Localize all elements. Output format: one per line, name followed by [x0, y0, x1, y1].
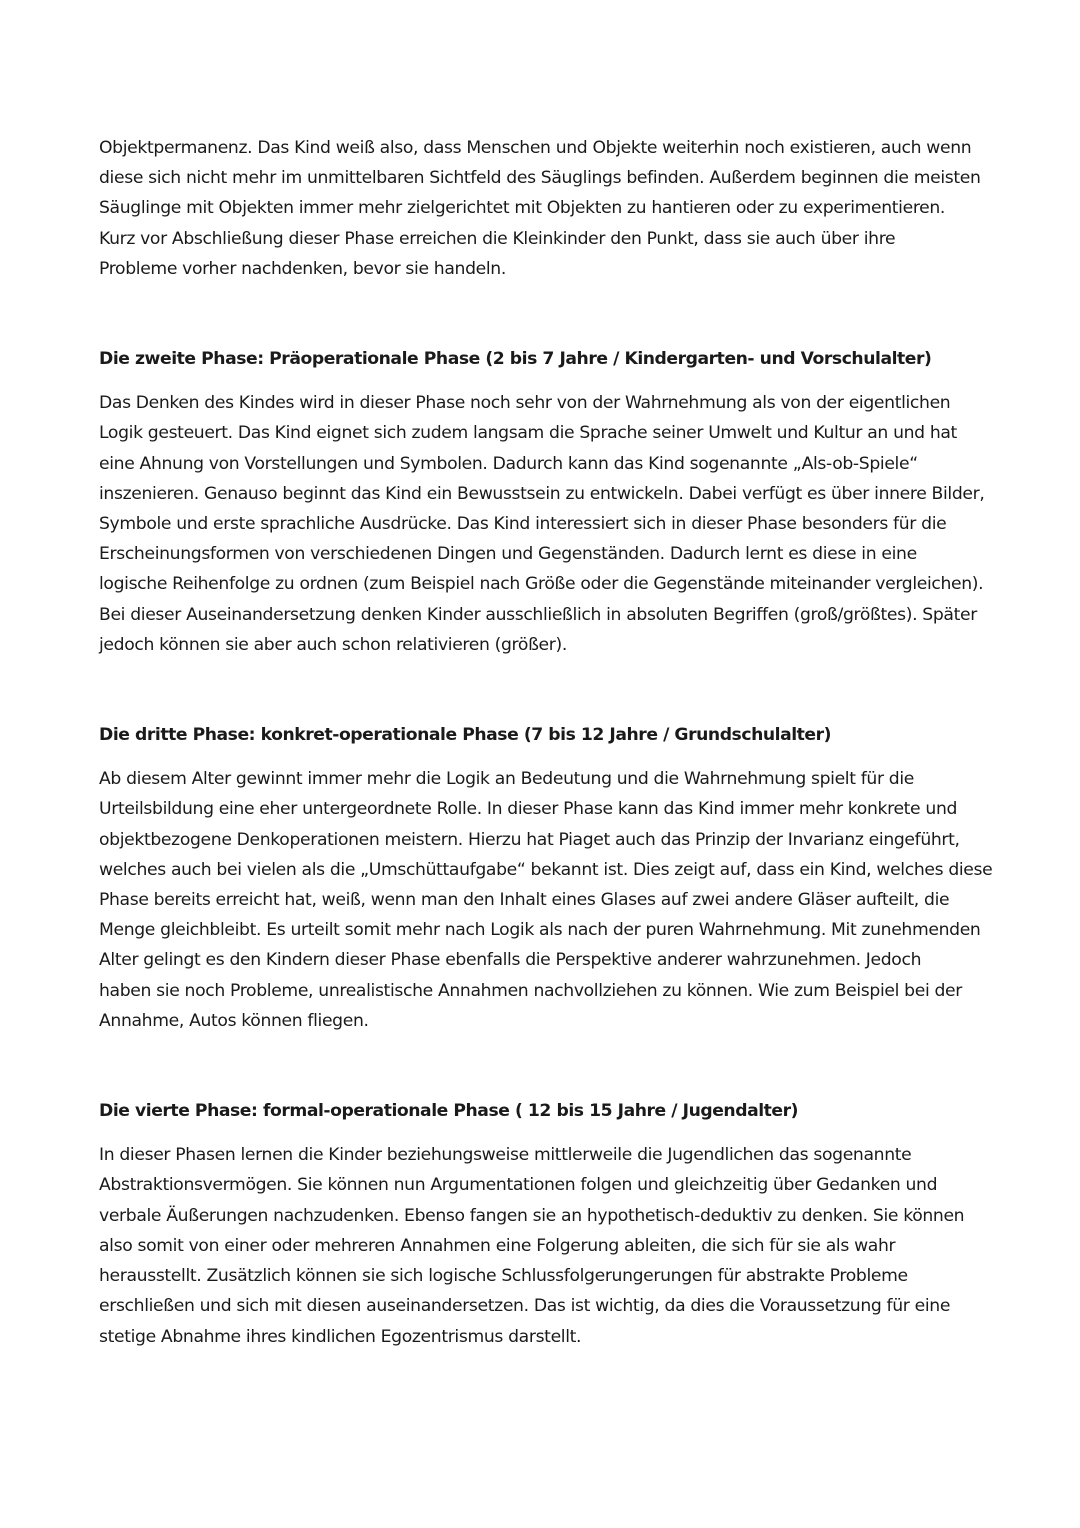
intro-paragraph — [99, 133, 999, 284]
paragraph-line: Abstraktionsvermögen. Sie können nun Argumentationen folgen und gleichzeitig über Gedanken und — [99, 1175, 938, 1196]
paragraph-line: Das Denken des Kindes wird in dieser Phase noch sehr von der Wahrnehmung als von der eigentlichen — [99, 393, 951, 414]
paragraph-line: herausstellt. Zusätzlich können sie sich logische Schlussfolgerungerungen für abstrakte Probleme — [99, 1266, 908, 1287]
paragraph-line: jedoch können sie aber auch schon relativieren (größer). — [99, 634, 567, 655]
paragraph-line: verbale Äußerungen nachzudenken. Ebenso fangen sie an hypothetisch-deduktiv zu denken. Sie können — [99, 1205, 965, 1226]
paragraph-line: Logik gesteuert. Das Kind eignet sich zudem langsam die Sprache seiner Umwelt und Kultur an und hat — [99, 423, 957, 444]
paragraph-line: Objektpermanenz. Das Kind weiß also, dass Menschen und Objekte weiterhin noch existieren, auch wenn — [99, 138, 972, 158]
section-spacer — [99, 660, 999, 720]
paragraph-line: Ab diesem Alter gewinnt immer mehr die Logik an Bedeutung und die Wahrnehmung spielt für die — [99, 769, 915, 790]
paragraph-line: objektbezogene Denkoperationen meistern. Hierzu hat Piaget auch das Prinzip der Invarianz eingeführt, — [99, 829, 960, 850]
section-phase-three — [99, 720, 999, 1036]
heading-spacer — [99, 750, 999, 764]
paragraph-line: Probleme vorher nachdenken, bevor sie handeln. — [99, 258, 506, 279]
section-spacer — [99, 284, 999, 344]
paragraph-line: In dieser Phasen lernen die Kinder beziehungsweise mittlerweile die Jugendlichen das sogenannte — [99, 1145, 912, 1166]
paragraph-line: Kurz vor Abschließung dieser Phase erreichen die Kleinkinder den Punkt, dass sie auch über ihre — [99, 228, 896, 249]
paragraph-line: also somit von einer oder mehreren Annahmen eine Folgerung ableiten, die sich für sie als wahr — [99, 1235, 896, 1256]
section-heading: Die vierte Phase: formal-operationale Phase ( 12 bis 15 Jahre / Jugendalter) — [99, 1101, 799, 1122]
paragraph-line: eine Ahnung von Vorstellungen und Symbolen. Dadurch kann das Kind sogenannte „Als-ob-Spiele“ — [99, 453, 918, 474]
section-paragraph — [99, 1140, 999, 1351]
paragraph-line: Urteilsbildung eine eher untergeordnete Rolle. In dieser Phase kann das Kind immer mehr konkrete und — [99, 799, 958, 820]
paragraph-line: diese sich nicht mehr im unmittelbaren Sichtfeld des Säuglings befinden. Außerdem beginnen die meisten — [99, 168, 981, 189]
paragraph-line: Menge gleichbleibt. Es urteilt somit mehr nach Logik als nach der puren Wahrnehmung. Mit zunehmenden — [99, 920, 981, 941]
paragraph-line: Bei dieser Auseinandersetzung denken Kinder ausschließlich in absoluten Begriffen (groß/größtes). Später — [99, 604, 977, 625]
paragraph-line: Erscheinungsformen von verschiedenen Dingen und Gegenständen. Dadurch lernt es diese in eine — [99, 544, 917, 565]
section-heading: Die zweite Phase: Präoperationale Phase (2 bis 7 Jahre / Kindergarten- und Vorschulalter) — [99, 349, 932, 370]
section-paragraph — [99, 388, 999, 660]
paragraph-line: inszenieren. Genauso beginnt das Kind ein Bewusstsein zu entwickeln. Dabei verfügt es über innere Bilder, — [99, 483, 985, 504]
paragraph-line: Symbole und erste sprachliche Ausdrücke. Das Kind interessiert sich in dieser Phase besonders für die — [99, 514, 947, 535]
section-paragraph — [99, 764, 999, 1036]
document-content — [99, 133, 999, 1352]
section-spacer — [99, 1036, 999, 1096]
paragraph-line: haben sie noch Probleme, unrealistische Annahmen nachvollziehen zu können. Wie zum Beispiel bei der — [99, 980, 962, 1001]
paragraph-line: Säuglinge mit Objekten immer mehr zielgerichtet mit Objekten zu hantieren oder zu experimentieren. — [99, 198, 946, 219]
heading-spacer — [99, 374, 999, 388]
paragraph-line: logische Reihenfolge zu ordnen (zum Beispiel nach Größe oder die Gegenstände miteinander vergleichen). — [99, 574, 984, 595]
section-phase-two — [99, 344, 999, 660]
paragraph-line: erschließen und sich mit diesen auseinandersetzen. Das ist wichtig, da dies die Voraussetzung für eine — [99, 1296, 951, 1317]
paragraph-line: stetige Abnahme ihres kindlichen Egozentrismus darstellt. — [99, 1326, 582, 1347]
section-heading: Die dritte Phase: konkret-operationale Phase (7 bis 12 Jahre / Grundschulalter) — [99, 725, 832, 746]
paragraph-line: welches auch bei vielen als die „Umschüttaufgabe“ bekannt ist. Dies zeigt auf, dass ein Kind, welches diese — [99, 859, 993, 880]
paragraph-line: Alter gelingt es den Kindern dieser Phase ebenfalls die Perspektive anderer wahrzunehmen. Jedoch — [99, 950, 922, 971]
section-phase-four — [99, 1096, 999, 1352]
heading-spacer — [99, 1126, 999, 1140]
paragraph-line: Annahme, Autos können fliegen. — [99, 1010, 369, 1031]
paragraph-line: Phase bereits erreicht hat, weiß, wenn man den Inhalt eines Glases auf zwei andere Gläser aufteilt, die — [99, 890, 950, 911]
